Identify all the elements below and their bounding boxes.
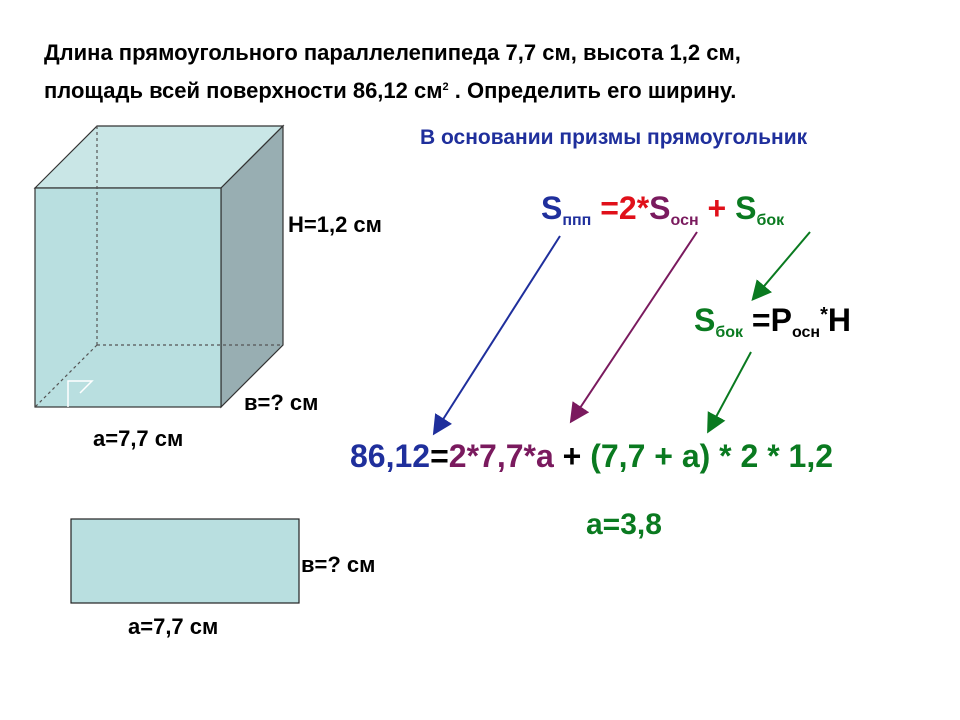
height-label: Н=1,2 см bbox=[288, 212, 382, 237]
parallelepiped bbox=[35, 126, 283, 407]
two-times: =2* bbox=[591, 190, 650, 226]
box-width-label: в=? см bbox=[244, 390, 319, 415]
equation-plus: + bbox=[553, 438, 591, 474]
base-subtitle: В основании призмы прямоугольник bbox=[420, 126, 808, 149]
perimeter-sub: осн bbox=[791, 324, 821, 341]
equation-base-term: 2*7,7*а bbox=[448, 438, 554, 474]
arrow-green-1 bbox=[754, 232, 810, 298]
arrow-blue bbox=[435, 236, 560, 432]
arrow-green-2 bbox=[709, 352, 751, 430]
problem-line-1: Длина прямоугольного параллелепипеда 7,7 см, высота 1,2 см, bbox=[44, 40, 741, 65]
problem-line-2-text: площадь всей поверхности 86,12 см bbox=[44, 78, 443, 103]
s-total: $S_{ппп}$ bbox=[541, 190, 592, 229]
height-symbol: Н bbox=[827, 302, 851, 338]
rect-width-label: в=? см bbox=[301, 552, 376, 577]
squared-superscript: 2 bbox=[442, 81, 449, 93]
box-length-label: а=7,7 см bbox=[93, 426, 184, 451]
s-lateral: $S_{бок}$ bbox=[735, 190, 785, 229]
surface-area-formula bbox=[541, 190, 784, 230]
times-star: * bbox=[820, 304, 828, 326]
main-equation bbox=[350, 438, 833, 475]
plus-sign: + bbox=[698, 190, 736, 226]
box-front-face bbox=[35, 188, 221, 407]
equation-lateral-term: (7,7 + а) * 2 * 1,2 bbox=[590, 438, 834, 474]
s-base: $S_{осн}$ bbox=[649, 190, 699, 229]
problem-line-2-tail: . Определить его ширину. bbox=[448, 78, 737, 103]
perimeter-eq: =Р bbox=[743, 302, 792, 338]
rect-length-label: а=7,7 см bbox=[128, 614, 219, 639]
equation-lhs: 86,12 bbox=[350, 438, 431, 474]
arrow-purple bbox=[572, 232, 697, 420]
lateral-area-formula bbox=[694, 302, 851, 342]
s-lateral-2: $S_{бок}$ bbox=[694, 302, 744, 341]
answer: а=3,8 bbox=[586, 508, 662, 541]
base-rectangle bbox=[71, 519, 299, 603]
equation-equals: = bbox=[430, 438, 449, 474]
